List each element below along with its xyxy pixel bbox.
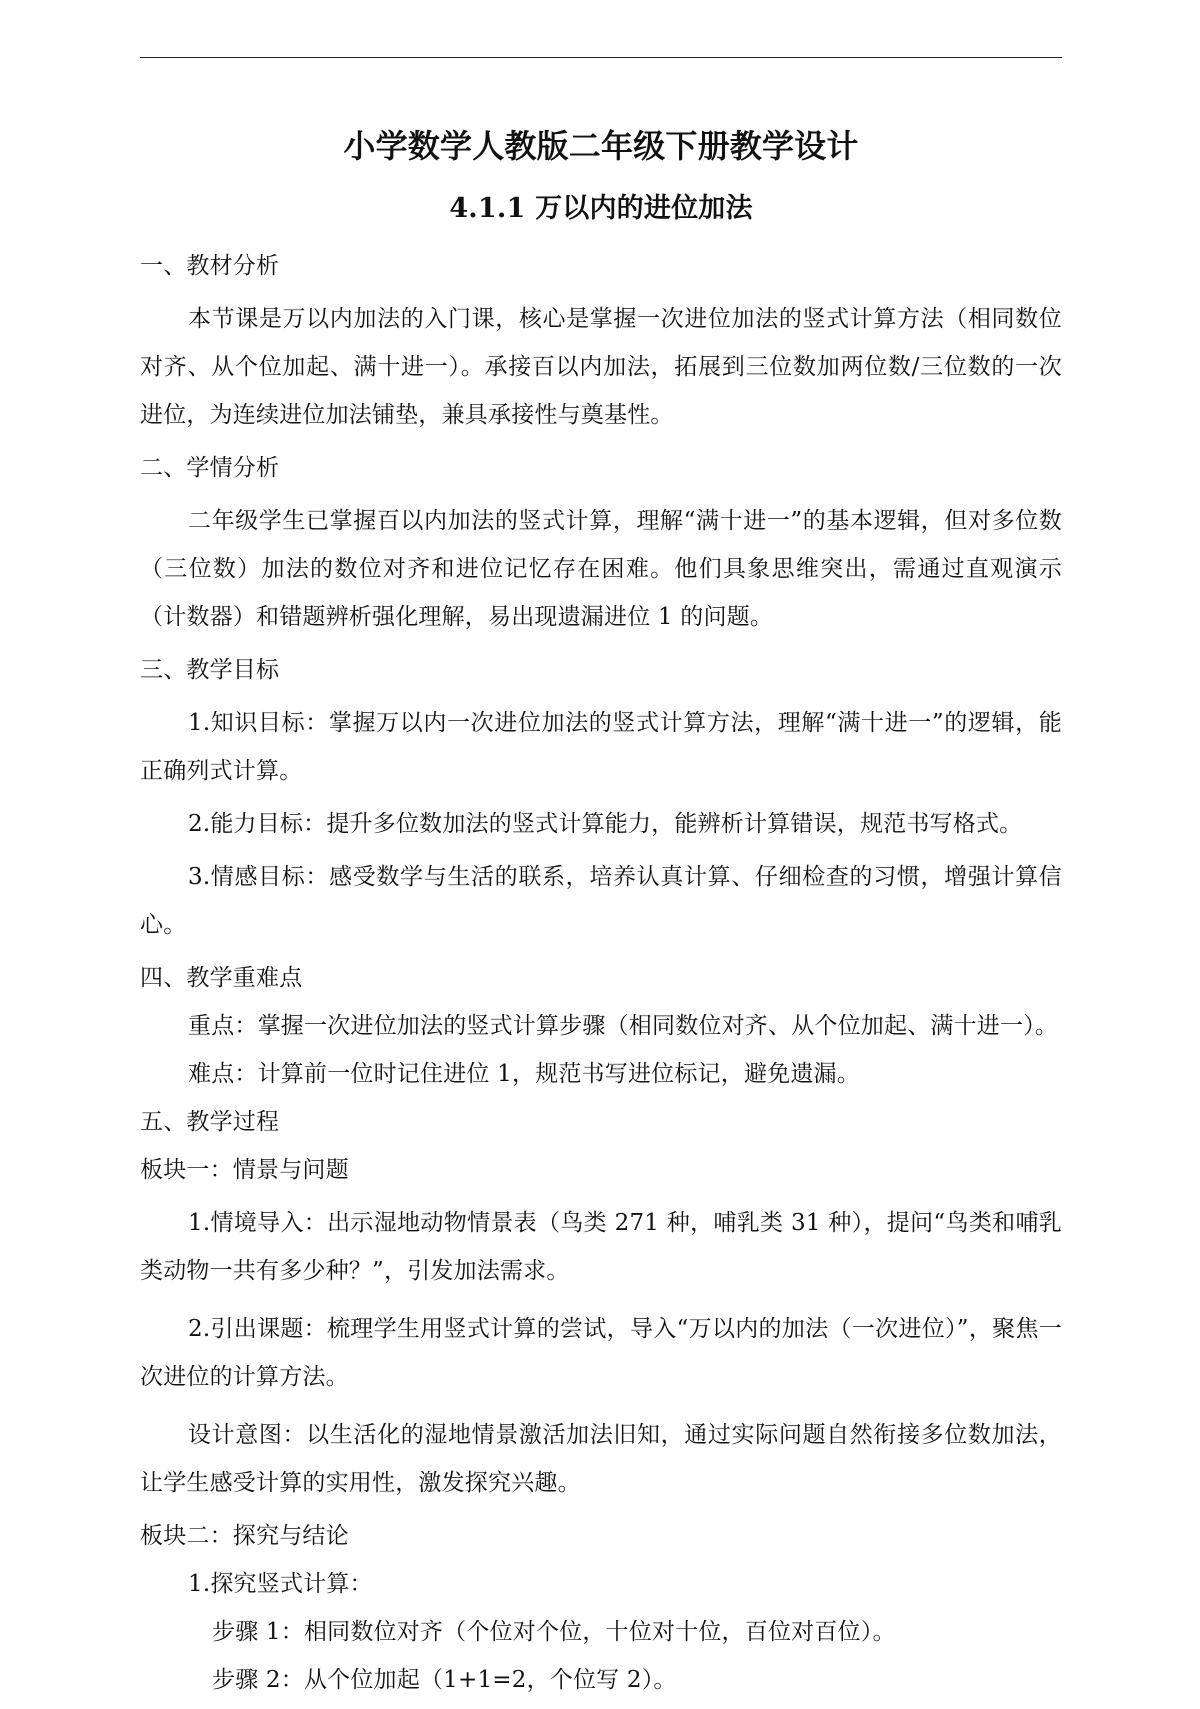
paragraph: 重点：掌握一次进位加法的竖式计算步骤（相同数位对齐、从个位加起、满十进一）。 — [188, 1013, 1059, 1039]
section-heading: 三、教学目标 — [140, 657, 280, 683]
document-title: 小学数学人教版二年级下册教学设计 — [343, 127, 859, 165]
paragraph: 2.引出课题：梳理学生用竖式计算的尝试，导入“万以内的加法（一次进位）”，聚焦一次进位的计算方法。 — [140, 1316, 1062, 1390]
paragraph: 2.能力目标：提升多位数加法的竖式计算能力，能辨析计算错误，规范书写格式。 — [188, 811, 1023, 837]
paragraph: 1.探究竖式计算： — [188, 1571, 373, 1597]
section-heading: 二、学情分析 — [140, 455, 280, 481]
paragraph: 3.情感目标：感受数学与生活的联系，培养认真计算、仔细检查的习惯，增强计算信心。 — [140, 864, 1062, 938]
paragraph: 设计意图：以生活化的湿地情景激活加法旧知，通过实际问题自然衔接多位数加法，让学生感受计算的实用性，激发探究兴趣。 — [140, 1422, 1062, 1496]
paragraph: 难点：计算前一位时记住进位 1，规范书写进位标记，避免遗漏。 — [188, 1061, 860, 1087]
step-line: 步骤 2：从个位加起（1+1=2，个位写 2）。 — [212, 1667, 677, 1693]
header-rule — [140, 57, 1062, 58]
step-line: 步骤 1：相同数位对齐（个位对个位，十位对十位，百位对百位）。 — [212, 1619, 896, 1645]
paragraph: 1.知识目标：掌握万以内一次进位加法的竖式计算方法，理解“满十进一”的逻辑，能正确列式计算。 — [140, 710, 1062, 784]
paragraph: 本节课是万以内加法的入门课，核心是掌握一次进位加法的竖式计算方法（相同数位对齐、从个位加起、满十进一）。承接百以内加法，拓展到三位数加两位数/三位数的一次进位，为连续进位加法铺垫，兼具承接性与奠基性。 — [140, 306, 1062, 428]
section-heading: 五、教学过程 — [140, 1109, 280, 1135]
section-heading: 板块一：情景与问题 — [140, 1157, 349, 1183]
section-heading: 一、教材分析 — [140, 253, 280, 279]
paragraph: 1.情境导入：出示湿地动物情景表（鸟类 271 种，哺乳类 31 种），提问“鸟类和哺乳类动物一共有多少种？”，引发加法需求。 — [140, 1210, 1062, 1284]
section-heading: 板块二：探究与结论 — [140, 1523, 349, 1549]
section-heading: 四、教学重难点 — [140, 965, 303, 991]
paragraph: 二年级学生已掌握百以内加法的竖式计算，理解“满十进一”的基本逻辑，但对多位数（三位数）加法的数位对齐和进位记忆存在困难。他们具象思维突出，需通过直观演示（计数器）和错题辨析强化理解，易出现遗漏进位 1 的问题。 — [140, 508, 1062, 630]
document-subtitle: 4.1.1 万以内的进位加法 — [449, 193, 753, 224]
document-body — [140, 247, 1062, 1709]
